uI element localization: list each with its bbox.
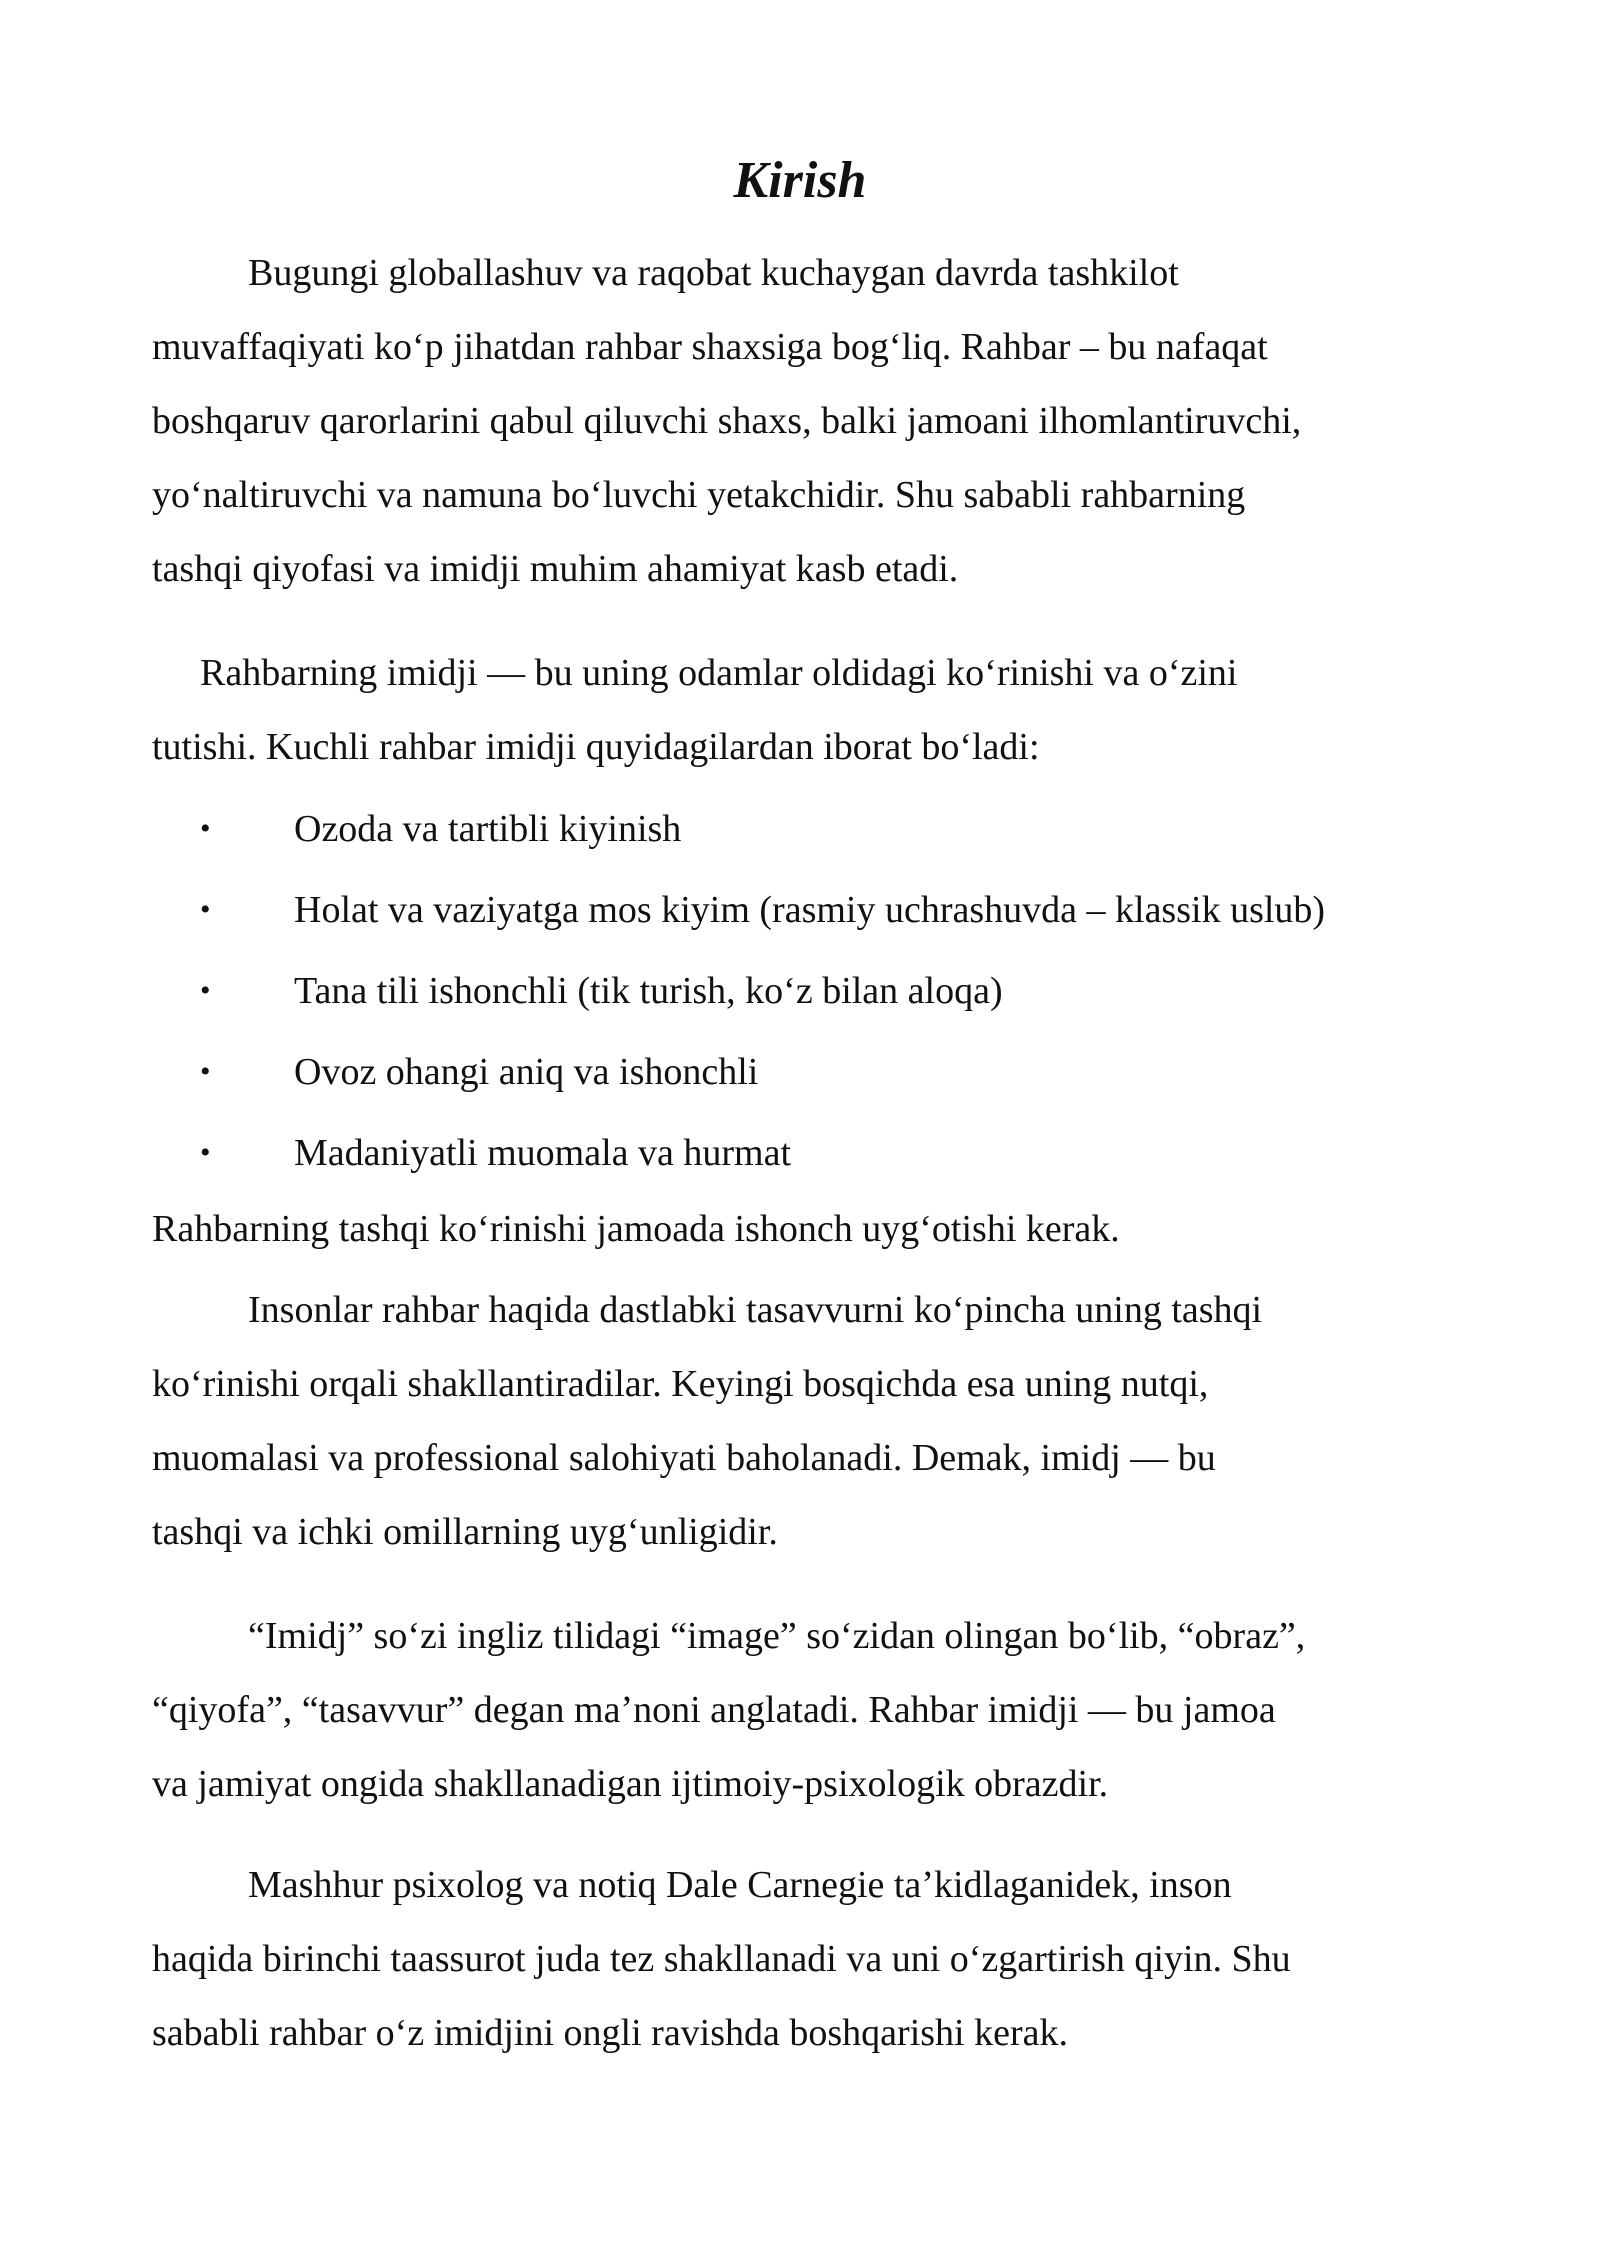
bullet-icon: • (200, 974, 211, 1007)
list-item (152, 873, 1482, 954)
bullet-icon: • (200, 1055, 211, 1088)
paragraph-line: sababli rahbar oʻz imidjini ongli ravishda boshqarishi kerak. (152, 2012, 1068, 2054)
list-item (152, 954, 1482, 1035)
carnegie-quote-paragraph (152, 1848, 1470, 2070)
list-item (152, 1035, 1482, 1116)
list-item-text: Madaniyatli muomala va hurmat (294, 1132, 792, 1174)
paragraph-line: boshqaruv qarorlarini qabul qiluvchi shaxs, balki jamoani ilhomlantiruvchi, (152, 400, 1302, 442)
page-title: Kirish (733, 152, 867, 209)
paragraph-line: tutishi. Kuchli rahbar imidji quyidagilardan iborat boʻladi: (152, 726, 1040, 768)
paragraph-line: koʻrinishi orqali shakllantiradilar. Keyingi bosqichda esa uning nutqi, (152, 1363, 1209, 1405)
bullet-icon: • (200, 893, 211, 926)
first-impression-paragraph (152, 1273, 1470, 1569)
paragraph-line: “qiyofa”, “tasavvur” degan maʼnoni anglatadi. Rahbar imidji — bu jamoa (152, 1689, 1276, 1731)
paragraph-line: Mashhur psixolog va notiq Dale Carnegie taʼkidlaganidek, inson (248, 1864, 1232, 1906)
paragraph-line: va jamiyat ongida shakllanadigan ijtimoiy-psixologik obrazdir. (152, 1763, 1109, 1805)
image-definition-paragraph (152, 636, 1470, 784)
paragraph-line: muomalasi va professional salohiyati baholanadi. Demak, imidj — bu (152, 1437, 1216, 1479)
appearance-trust-paragraph (152, 1192, 1470, 1266)
paragraph-line: “Imidj” soʻzi ingliz tilidagi “image” soʻzidan olingan boʻlib, “obraz”, (248, 1615, 1306, 1657)
list-item-text: Holat va vaziyatga mos kiyim (rasmiy uchrashuvda – klassik uslub) (294, 889, 1326, 931)
paragraph-line: tashqi qiyofasi va imidji muhim ahamiyat kasb etadi. (152, 548, 959, 590)
paragraph-line: haqida birinchi taassurot juda tez shakllanadi va uni oʻzgartirish qiyin. Shu (152, 1938, 1291, 1980)
bullet-icon: • (200, 1136, 211, 1169)
list-item-text: Tana tili ishonchli (tik turish, koʻz bilan aloqa) (294, 970, 1003, 1012)
paragraph-line: Rahbarning imidji — bu uning odamlar oldidagi koʻrinishi va oʻzini (200, 652, 1238, 694)
list-item-text: Ovoz ohangi aniq va ishonchli (294, 1051, 759, 1093)
paragraph-line: muvaffaqiyati koʻp jihatdan rahbar shaxsiga bogʻliq. Rahbar – bu nafaqat (152, 326, 1268, 368)
paragraph-line: Bugungi globallashuv va raqobat kuchaygan davrda tashkilot (248, 252, 1179, 294)
list-item (152, 1116, 1482, 1197)
intro-paragraph (152, 236, 1470, 606)
paragraph-line: Insonlar rahbar haqida dastlabki tasavvurni koʻpincha uning tashqi (248, 1289, 1263, 1331)
list-item-text: Ozoda va tartibli kiyinish (294, 808, 682, 850)
paragraph-line: yoʻnaltiruvchi va namuna boʻluvchi yetakchidir. Shu sababli rahbarning (152, 474, 1246, 516)
imidj-etymology-paragraph (152, 1599, 1470, 1821)
image-qualities-list (152, 792, 1482, 1197)
paragraph-line: Rahbarning tashqi koʻrinishi jamoada ishonch uygʻotishi kerak. (152, 1208, 1120, 1250)
paragraph-line: tashqi va ichki omillarning uygʻunligidir. (152, 1511, 778, 1553)
bullet-icon: • (200, 812, 211, 845)
list-item (152, 792, 1482, 873)
